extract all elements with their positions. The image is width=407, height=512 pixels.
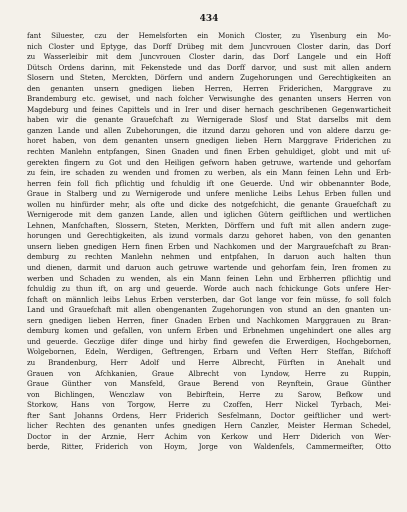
text-line: rechten Manlehn entpfangen, Sinen Gnaden und finen Erben gehuldiget, globt und mit uf- — [27, 147, 391, 157]
text-line: nich Closter und Eptyge, das Dorff Drübeg mit dem Juncvrouen Closter darin, das Dorf — [27, 41, 391, 51]
text-line: den genanten unsern gnedigen lieben Herren, Herren Friderichen, Marggrave zu — [27, 83, 391, 93]
text-line: fchuldig zu thun ift, on arg und geuerde. Worde auch nach fchickunge Gots unfere Her- — [27, 284, 391, 294]
text-line: Wernigerode mit dem ganzen Lande, allen und iglichen Gütern geiftlichen und wertlichen — [27, 210, 391, 220]
text-line: fter Sant Johanns Ordens, Herr Friderich Sesfelmann, Doctor geiftlicher und wert- — [27, 410, 391, 420]
text-line: Storkow, Hans von Torgow, Herre zu Czoffen, Herr Nickel Tyrbach, Mei- — [27, 400, 391, 410]
text-line: unsern lieben gnedigen Hern finen Erben und Nachkomen und der Margrauefchaft zu Bran- — [27, 241, 391, 251]
text-line: fchaft on männlich leibs Lehus Erben versterben, dar Got lange vor fein müsse, fo soll folch — [27, 294, 391, 304]
text-line: horet haben, von dem genanten unsern gnedigen lieben Hern Marggrave Friderichen zu — [27, 136, 391, 146]
text-line: demburg komen und gefallen, von unfern Erben und Erbnehmen ungehindert one alles arg — [27, 326, 391, 336]
text-line: Land und Grauefchaft mit allen obengenanten Zugehorungen von stund an den gnanten un- — [27, 305, 391, 315]
text-line: berde, Ritter, Friderich von Hoym, Jorge von Waldenfels, Cammermeifter, Otto — [27, 442, 391, 452]
text-line: wollen nu hinfürder mehr, als ofte und dicke des notgefchicht, die genante Grauefchaft zu — [27, 199, 391, 209]
text-line: herren fein foll fich pflichtig und fchuldig ift one Geuerde. Und wir obbenannter Bode, — [27, 178, 391, 188]
text-line: sern gnedigen lieben Herren, finer Gnaden Erben und Nachkomen Marggrauen zu Bran- — [27, 315, 391, 325]
text-line: horungen und Gerechtigkeiten, als izund vormals darzu gehoret haben, von den genanten — [27, 231, 391, 241]
text-line: Brandemburg etc. gewiset, und nach folcher Verwisunghe des genanten unsers Herren von — [27, 94, 391, 104]
text-line: werben und Schaden zu wenden, als ein Mann feinen Lehn und Erbherren pflichtig und — [27, 273, 391, 283]
text-line: zu Wasserleibir mit dem Juncvrouen Closter darin, das Dorf Langele und ein Hoff — [27, 52, 391, 62]
text-line: Lehnen, Manfchaften, Slossern, Steten, Merkten, Dörffern und fuft mit allen andern zuge- — [27, 220, 391, 230]
text-line: gerekten fingern zu Got und den Heiligen gefworn haben getruwe, wartende und gehorfam — [27, 157, 391, 167]
body-text — [27, 31, 391, 453]
text-line: Doctor in der Arznie, Herr Achim von Kerkow und Herr Diderich von Wer- — [27, 431, 391, 441]
text-line: Wolgebornen, Edeln, Werdigen, Geftrengen, Erbarn und Veften Herr Steffan, Bifchoff — [27, 347, 391, 357]
text-line: demburg zu rechten Manlehn nehmen und entpfahen, In daruon auch halten thun — [27, 252, 391, 262]
text-line: zu fein, ire schaden zu wenden und fromen zu werben, als ein Mann feinen Lehn und Erb- — [27, 168, 391, 178]
text-line: und geuerde. Geczüge difer dinge und hirby find gewefen die Erwerdigen, Hochgebornen, — [27, 336, 391, 346]
text-line: Slosern und Steten, Merckten, Dörfern und andern Zugehorungen und Gerechtigkeiten an — [27, 73, 391, 83]
text-line: zu Brandenburg, Herr Adolf und Herre Albrecht, Fürften in Anehalt und — [27, 357, 391, 367]
text-line: Magdeburg und feines Capittels und in Irer und diser hernach geschribenen Gegenwarticheit — [27, 104, 391, 114]
text-line: licher Rechten des genanten unfes gnedigen Hern Canzler, Meister Herman Schedel, — [27, 421, 391, 431]
text-line: fant Siluester, czu der Hemelsforten ein Monich Closter, zu Ylsenburg ein Mo- — [27, 31, 391, 40]
text-line: von Bichlingen, Wenczlaw von Bebirftein, Herre zu Sarow, Befkow und — [27, 389, 391, 399]
text-line: ganzen Lande und allen Zubehorungen, die itzund darzu gehoren und von aldere darzu ge- — [27, 125, 391, 135]
text-line: und dienen, darmit und daruon auch getruwe wartende und gehorfam fein, Iren fromen zu — [27, 263, 391, 273]
page-number: 434 — [199, 14, 219, 24]
text-line: haben wir die genante Grauefchaft zu Wernigerade Slosf und Stat darselbs mit dem — [27, 115, 391, 125]
text-line: Dütsch Ordens darinn, mit Fekenstede und das Dorff darvor, und sust mit allen andern — [27, 62, 391, 72]
text-line: Graue Günther von Mansfeld, Graue Berend von Reynftein, Graue Günther — [27, 379, 391, 389]
text-line: Graue in Stalberg und zu Wernigerode und unfere menliche Leibs Lehus Erben fullen und — [27, 189, 391, 199]
text-line: Grauen von Afchkanien, Graue Albrecht von Lyndow, Herre zu Ruppin, — [27, 368, 391, 378]
